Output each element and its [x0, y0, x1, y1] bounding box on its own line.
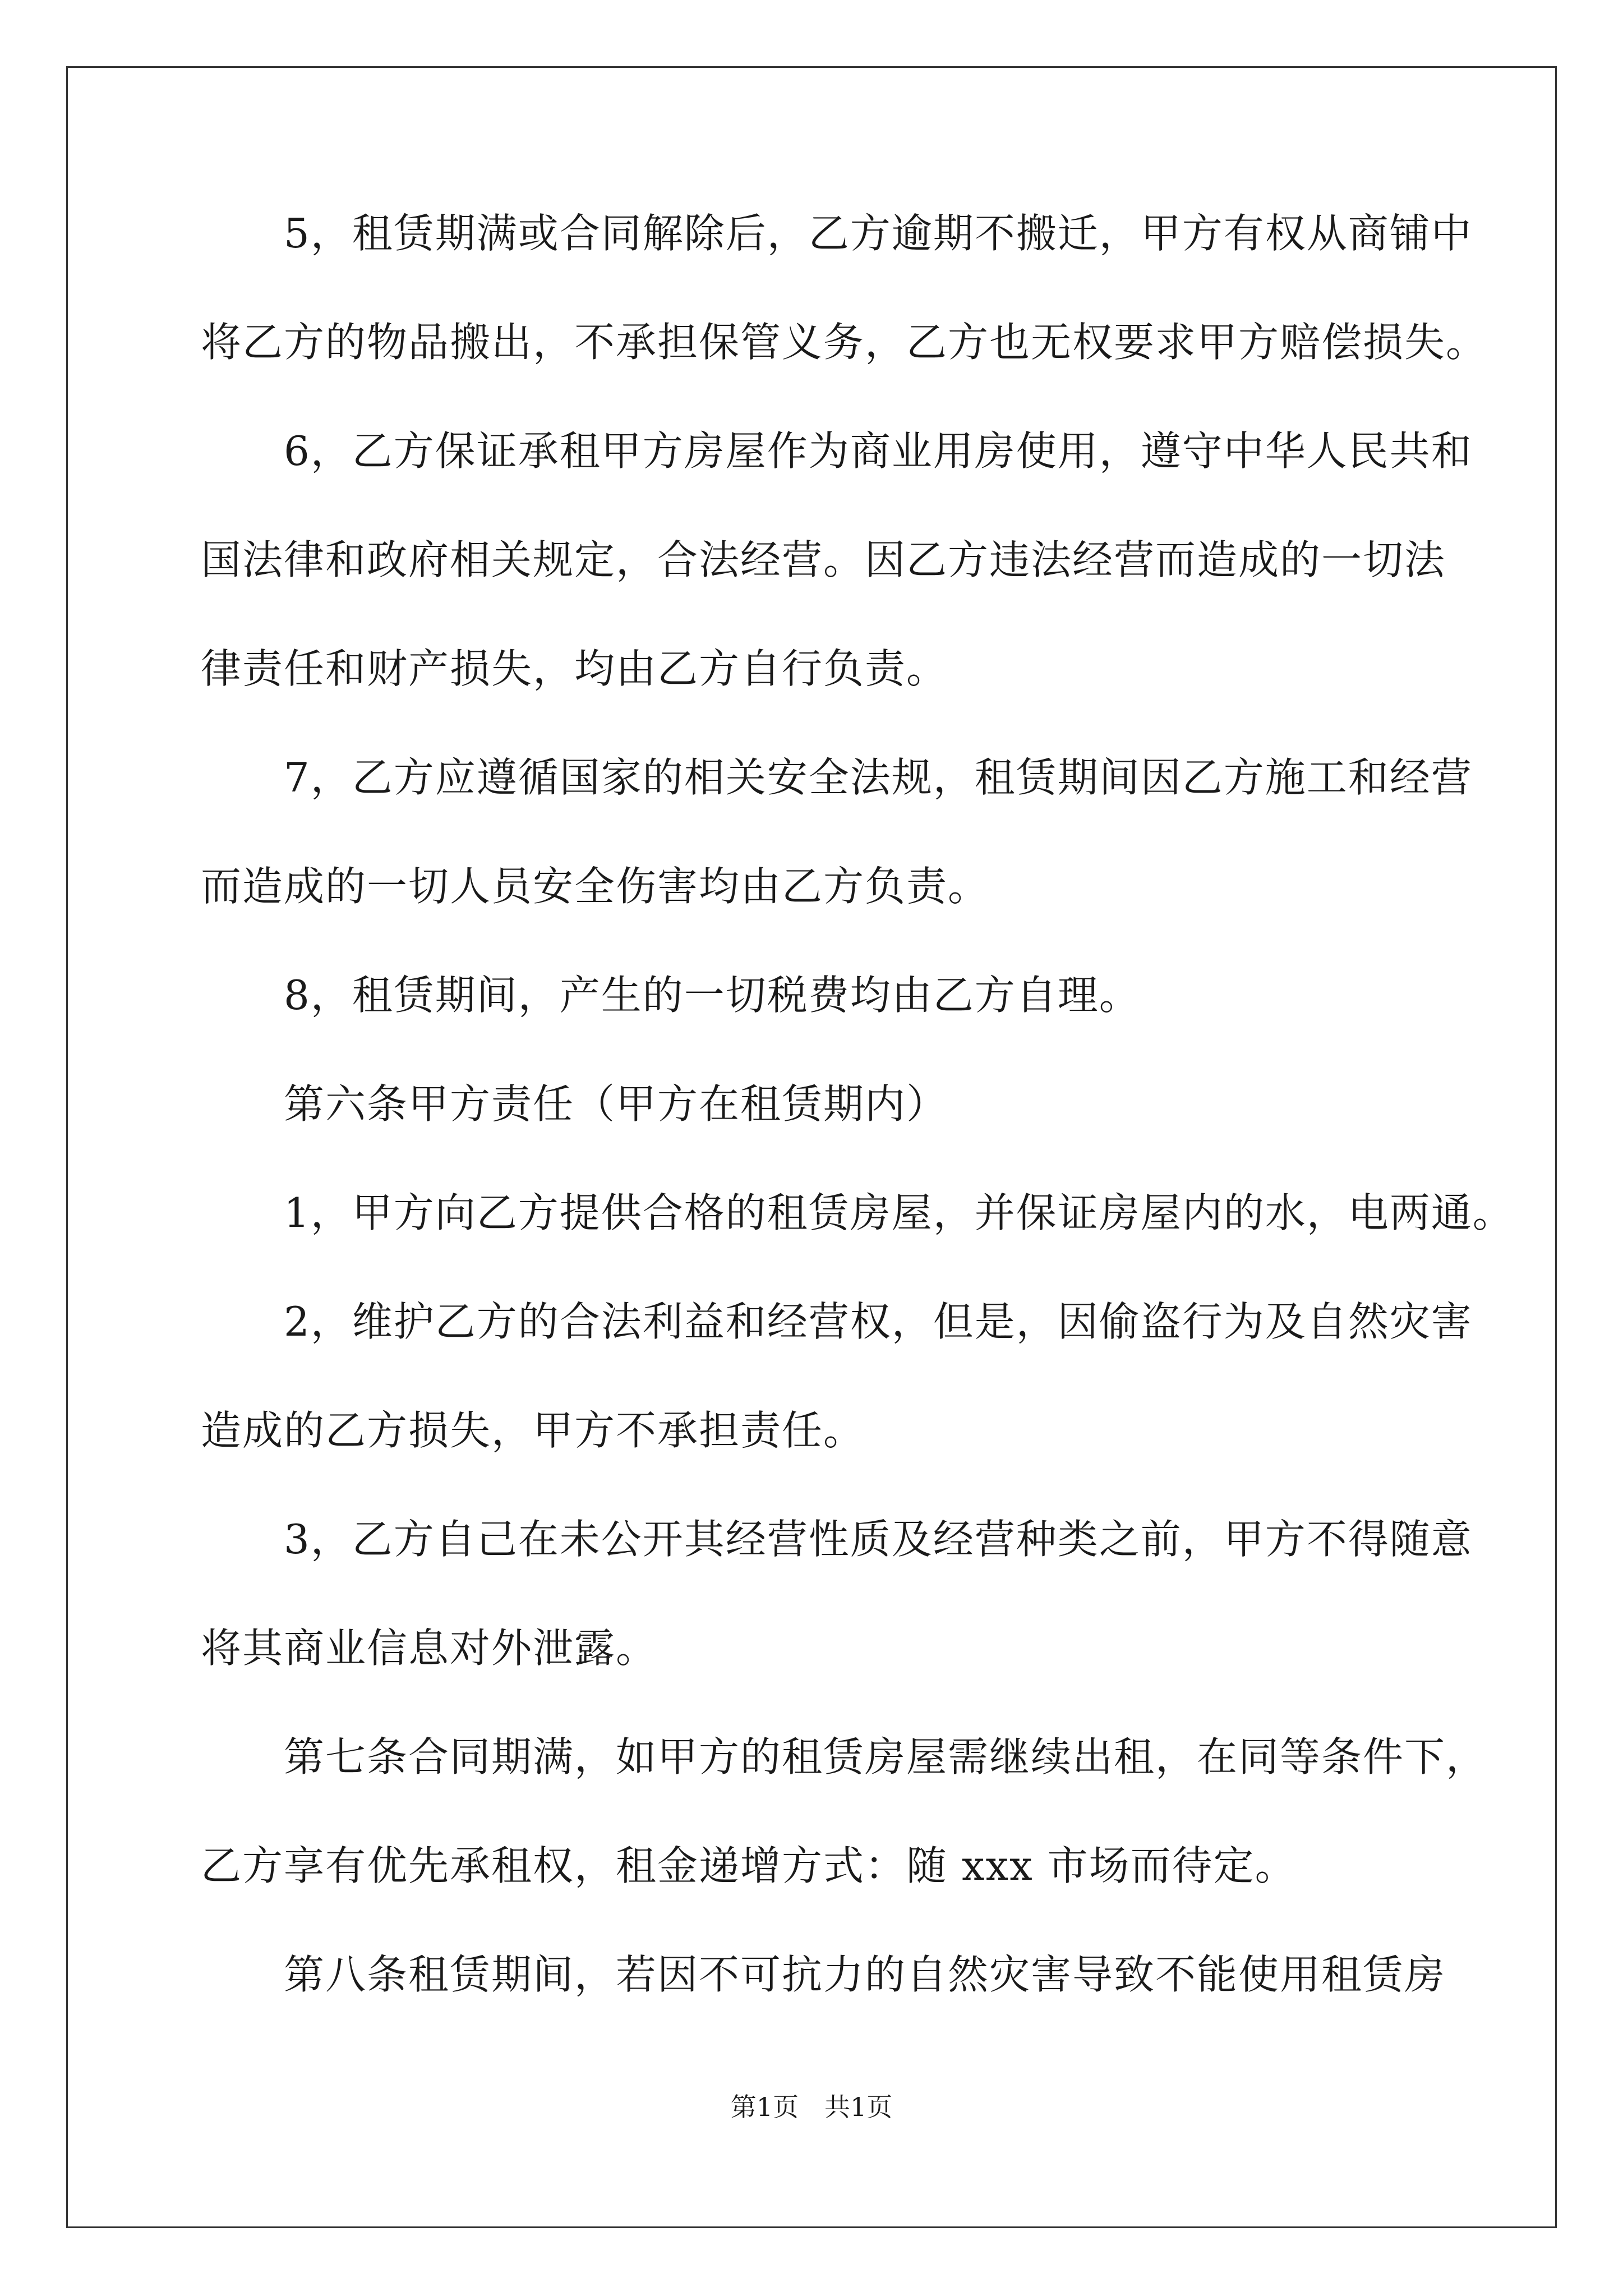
text-line: 7，乙方应遵循国家的相关安全法规，租赁期间因乙方施工和经营 [201, 754, 1473, 801]
text-line: 第八条租赁期间，若因不可抗力的自然灾害导致不能使用租赁房 [201, 1951, 1446, 1998]
page-footer: 第1页 共1页 [730, 2092, 893, 2122]
text-line: 国法律和政府相关规定，合法经营。因乙方违法经营而造成的一切法 [201, 536, 1446, 583]
text-line: 将乙方的物品搬出，不承担保管义务，乙方也无权要求甲方赔偿损失。 [201, 319, 1488, 366]
text-line: 将其商业信息对外泄露。 [201, 1625, 658, 1672]
text-line: 第七条合同期满，如甲方的租赁房屋需继续出租，在同等条件下， [201, 1733, 1488, 1780]
text-line: 律责任和财产损失，均由乙方自行负责。 [201, 645, 948, 692]
text-line: 8，租赁期间，产生的一切税费均由乙方自理。 [201, 972, 1141, 1019]
document-body [201, 206, 1514, 2056]
text-line: 6，乙方保证承租甲方房屋作为商业用房使用，遵守中华人民共和 [201, 427, 1473, 475]
text-line: 3，乙方自己在未公开其经营性质及经营种类之前，甲方不得随意 [201, 1516, 1473, 1563]
text-line: 造成的乙方损失，甲方不承担责任。 [201, 1407, 865, 1454]
text-line: 5，租赁期满或合同解除后，乙方逾期不搬迁，甲方有权从商铺中 [201, 210, 1473, 257]
text-line: 2，维护乙方的合法利益和经营权，但是，因偷盗行为及自然灾害 [201, 1298, 1473, 1345]
text-line: 第六条甲方责任（甲方在租赁期内） [201, 1080, 948, 1128]
text-line: 而造成的一切人员安全伤害均由乙方负责。 [201, 863, 990, 910]
text-line: 乙方享有优先承租权，租金递增方式：随 xxx 市场而待定。 [201, 1842, 1297, 1889]
text-line: 1，甲方向乙方提供合格的租赁房屋，并保证房屋内的水，电两通。 [201, 1189, 1514, 1236]
